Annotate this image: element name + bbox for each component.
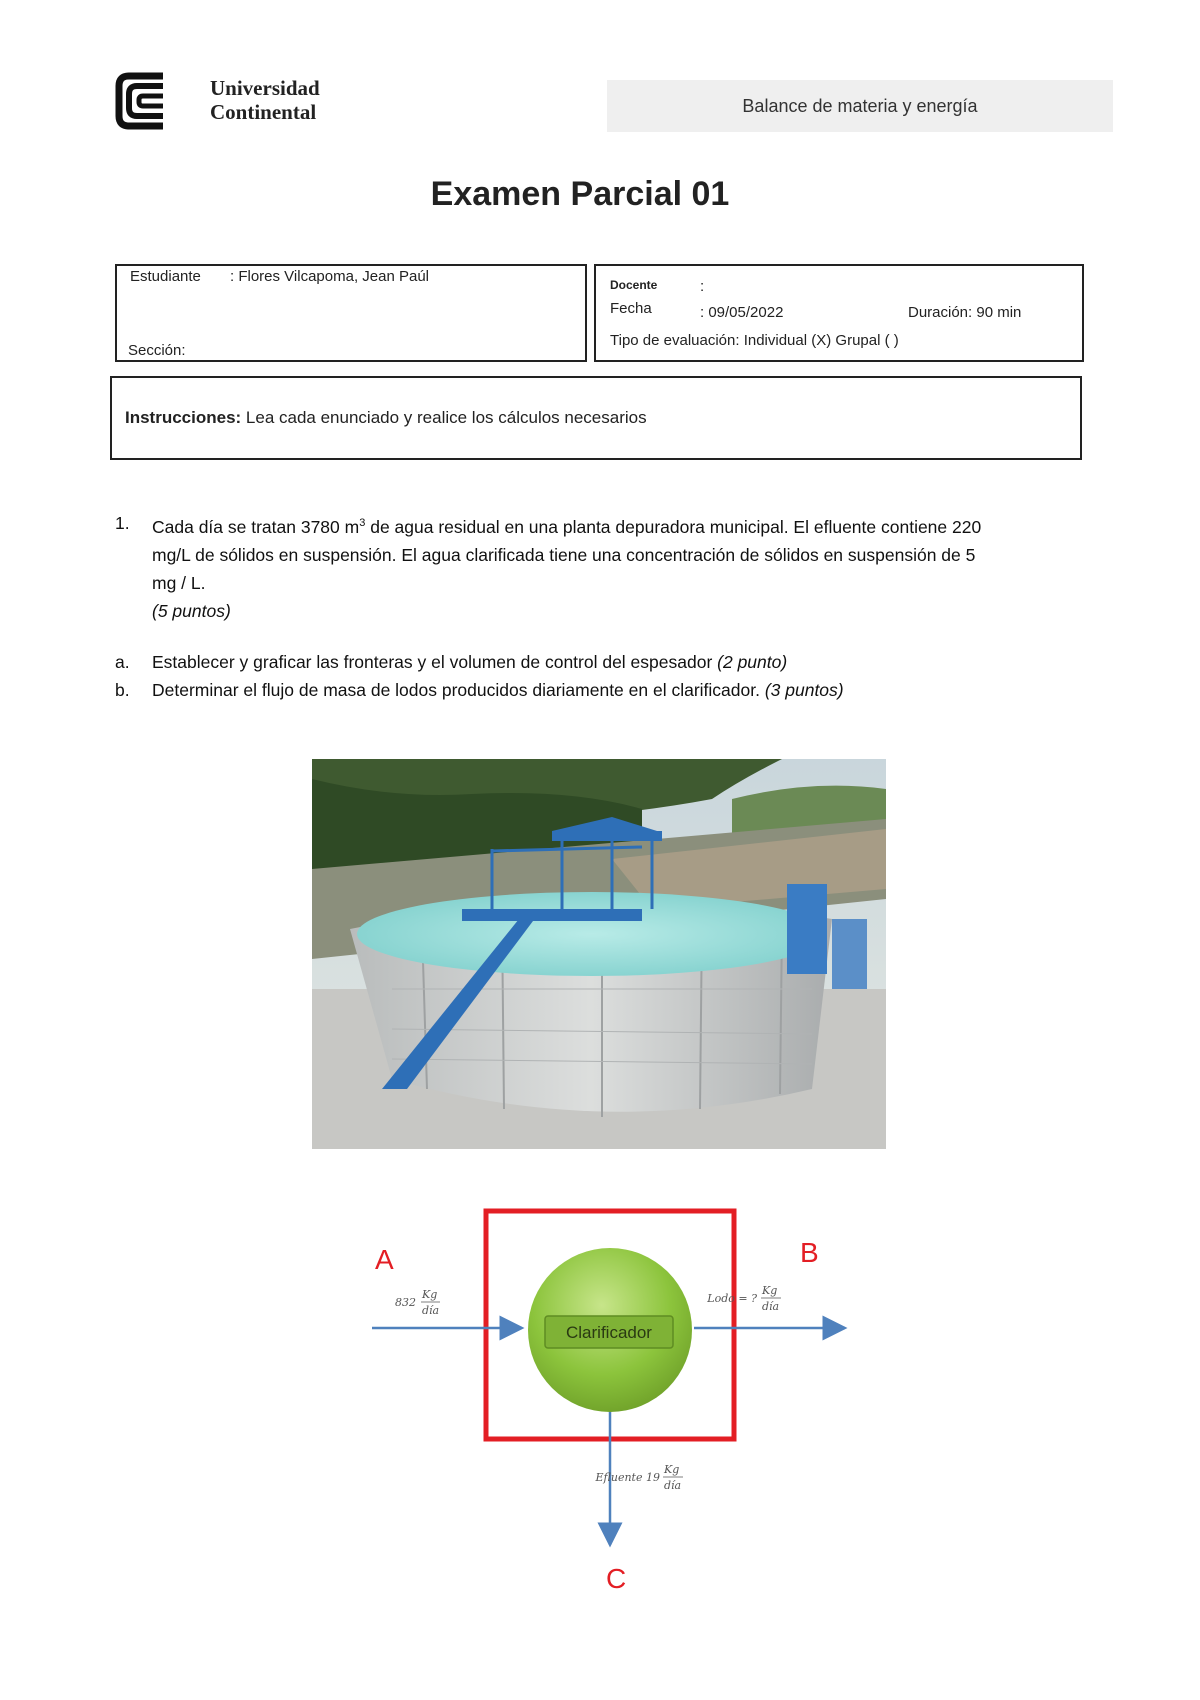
university-name: Universidad Continental xyxy=(210,76,320,124)
input-unit-num: Kg xyxy=(422,1288,438,1301)
question-text: Cada día se tratan 3780 $m^3$ de agua residual en una planta depuradora municipal. El efluente contiene 220 mg/L de sólidos en suspensión. El agua clarificada tiene una concentración de sólidos en suspensión de 5 mg / L. (5 puntos) xyxy=(152,509,1112,625)
subquestion-a: Establecer y graficar las fronteras y el volumen de control del espesador (2 punto) xyxy=(152,652,788,672)
teacher-value: : xyxy=(700,278,705,295)
label-a: A xyxy=(375,1244,394,1275)
instructions-text: Lea cada enunciado y realice los cálculos necesarios xyxy=(241,408,647,427)
output-b-unit-num: Kg xyxy=(762,1284,778,1297)
teacher-label: Docente xyxy=(610,278,658,292)
clarifier-diagram xyxy=(300,1200,880,1600)
instructions-label: Instrucciones: xyxy=(125,408,242,427)
student-label: Estudiante xyxy=(130,268,201,285)
date-label: Fecha xyxy=(610,300,652,317)
course-title: Balance de materia y energía xyxy=(607,80,1113,132)
output-b-unit-den: día xyxy=(762,1300,780,1313)
output-c-unit-num: Kg xyxy=(664,1463,680,1476)
date-value: : 09/05/2022 xyxy=(700,304,784,321)
label-b: B xyxy=(800,1237,819,1268)
subquestion-b-label: b. xyxy=(115,680,130,700)
question-points: (5 puntos) xyxy=(152,600,231,621)
clarifier-photo xyxy=(312,759,886,1149)
output-c-unit-den: día xyxy=(664,1479,682,1492)
exam-title: Examen Parcial 01 xyxy=(430,175,730,213)
output-c-prefix: Efluente 19 xyxy=(595,1471,660,1484)
subquestion-a-label: a. xyxy=(115,652,130,672)
input-value: 832 xyxy=(395,1296,416,1309)
section-label: Sección: xyxy=(128,342,186,359)
question-number: 1. xyxy=(115,513,130,533)
evaluation-type: Tipo de evaluación: Individual (X) Grupal ( ) xyxy=(610,332,899,349)
input-unit-den: día xyxy=(422,1304,440,1317)
clarifier-label: Clarificador xyxy=(566,1323,652,1342)
instructions xyxy=(125,408,647,428)
label-c: C xyxy=(606,1563,627,1594)
duration: Duración: 90 min xyxy=(908,304,1022,321)
output-b-prefix: Lodo = ? xyxy=(707,1292,757,1305)
student-value: : Flores Vilcapoma, Jean Paúl xyxy=(230,268,429,285)
subquestion-b: Determinar el flujo de masa de lodos producidos diariamente en el clarificador. (3 puntos) xyxy=(152,680,844,700)
